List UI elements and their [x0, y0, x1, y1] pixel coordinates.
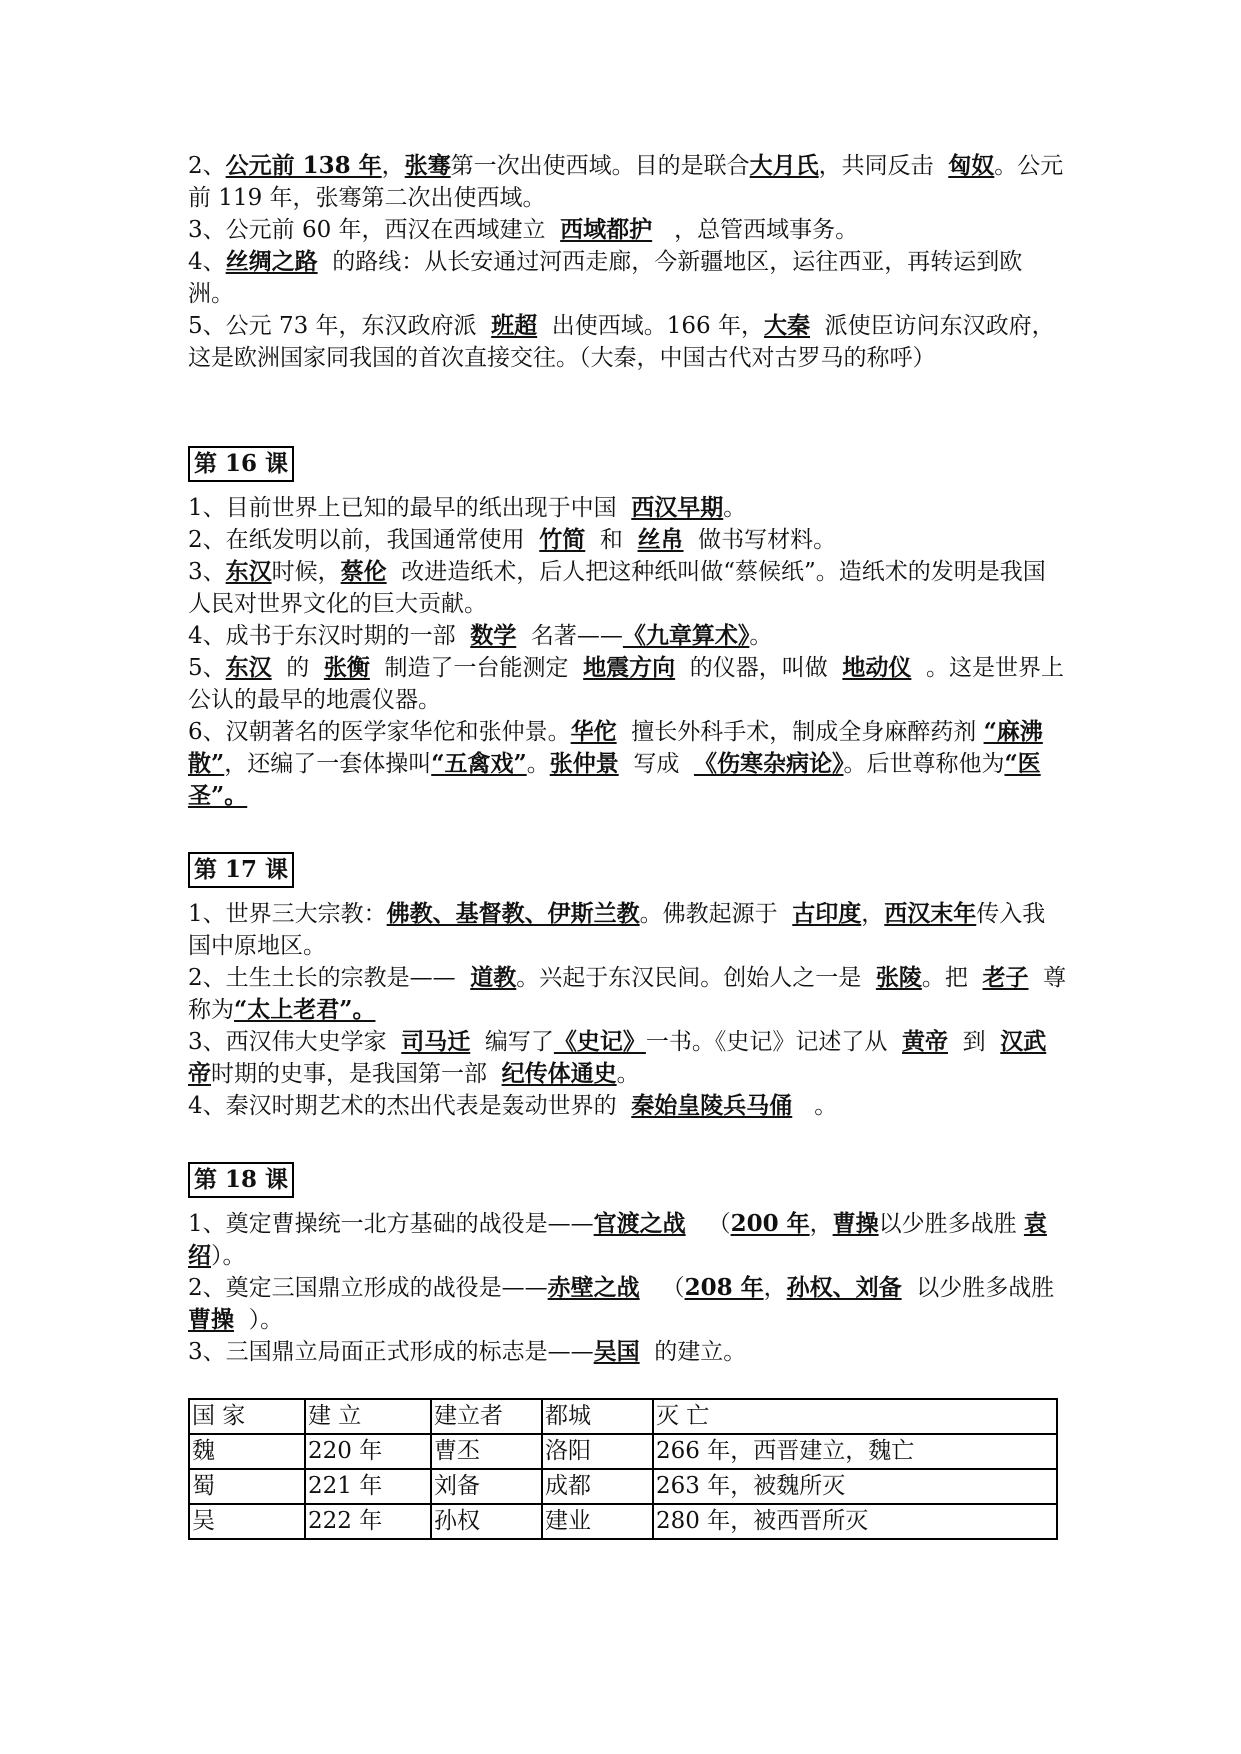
table-row — [189, 1504, 1057, 1539]
text: 2、在纸发明以前，我国通常使用 — [188, 527, 525, 553]
key-term: “五禽戏” — [431, 750, 527, 777]
text: 。这是世界上公认的最早的地震仪器。 — [188, 655, 1065, 713]
table-cell: 266 年，西晋建立，魏亡 — [653, 1434, 1057, 1469]
table-cell: 孙权 — [431, 1504, 542, 1539]
text: 5、公元 73 年，东汉政府派 — [188, 313, 477, 339]
key-term: 佛教、基督教、伊斯兰教 — [386, 900, 640, 927]
lesson-heading: 第 18 课 — [188, 1162, 294, 1198]
paragraph — [188, 524, 1068, 556]
key-term: 西汉早期 — [631, 494, 724, 521]
text: 时期的史事，是我国第一部 — [211, 1061, 487, 1087]
table-header-row — [189, 1399, 1057, 1434]
key-term: 大秦 — [764, 312, 810, 339]
text: ， — [809, 1211, 833, 1237]
text: 4、 — [188, 249, 226, 275]
text: 。 — [723, 495, 747, 521]
text: 2、 — [188, 153, 226, 179]
key-term: 汉武帝 — [188, 1028, 1047, 1087]
paragraph — [188, 962, 1068, 1026]
key-term: 数学 — [470, 622, 517, 649]
text: 做书写材料。 — [698, 527, 837, 553]
table-cell: 280 年，被西晋所灭 — [653, 1504, 1057, 1539]
table-cell: 魏 — [189, 1434, 305, 1469]
text: 时候， — [271, 559, 341, 585]
key-term: 张仲景 — [549, 750, 619, 777]
text: ， — [861, 901, 885, 927]
key-term: 袁绍 — [188, 1210, 1047, 1269]
key-term: 曹操 — [832, 1210, 879, 1237]
text: 。后世尊称他为 — [843, 751, 1005, 777]
text: 3、 — [188, 559, 226, 585]
column-header: 灭 亡 — [653, 1399, 1057, 1434]
text: 2、奠定三国鼎立形成的战役是—— — [188, 1275, 548, 1301]
key-term: 古印度 — [792, 900, 862, 927]
text: 改进造纸术，后人把这种纸叫做“蔡候纸”。造纸术的发明是我国人民对世界文化的巨大贡献。 — [188, 559, 1046, 617]
key-term: 丝帛 — [637, 526, 684, 553]
text: ）。 — [248, 1307, 284, 1333]
paragraph — [188, 150, 1068, 214]
key-term: 张陵 — [875, 964, 922, 991]
paragraph — [188, 310, 1068, 374]
text: 名著—— — [530, 623, 623, 649]
key-term: 竹简 — [539, 526, 586, 553]
text: ， — [763, 1275, 787, 1301]
key-term: 西汉末年 — [884, 900, 977, 927]
text: 。 — [616, 1061, 640, 1087]
text: ）。 — [211, 1243, 246, 1269]
text: ，总管西域事务。 — [674, 217, 859, 243]
paragraph — [188, 1026, 1068, 1090]
lesson-heading: 第 16 课 — [188, 446, 294, 482]
paragraph — [188, 1090, 1068, 1122]
key-term: 东汉 — [225, 558, 272, 585]
paragraph — [188, 1208, 1068, 1272]
text: 1、目前世界上已知的最早的纸出现于中国 — [188, 495, 617, 521]
key-term: 《九章算术》 — [622, 622, 750, 649]
key-term: 吴国 — [593, 1338, 640, 1365]
key-term: 华佗 — [570, 718, 617, 745]
table-cell: 263 年，被魏所灭 — [653, 1469, 1057, 1504]
text: （ — [707, 1211, 731, 1237]
text: 出使西域。166 年， — [551, 313, 764, 339]
key-term: “医圣”。 — [188, 750, 1041, 809]
text: 写成 — [633, 751, 680, 777]
text: 。 — [526, 751, 550, 777]
key-term: 东汉 — [225, 654, 272, 681]
table-cell: 蜀 — [189, 1469, 305, 1504]
key-term: 道教 — [470, 964, 517, 991]
column-header: 国 家 — [189, 1399, 305, 1434]
text: 的 — [286, 655, 310, 681]
text: ，共同反击 — [818, 153, 934, 179]
text: 。 — [749, 623, 773, 649]
table-row — [189, 1434, 1057, 1469]
table-cell: 222 年 — [305, 1504, 431, 1539]
text: 一书。《史记》记述了从 — [645, 1029, 888, 1055]
key-term: 200 年 — [730, 1210, 810, 1237]
text: （ — [661, 1275, 685, 1301]
text: ，还编了一套体操叫 — [224, 751, 432, 777]
text: 3、三国鼎立局面正式形成的标志是—— — [188, 1339, 594, 1365]
text: 1、奠定曹操统一北方基础的战役是—— — [188, 1211, 594, 1237]
text: 5、 — [188, 655, 226, 681]
document-page — [188, 150, 1068, 1540]
table-cell: 洛阳 — [542, 1434, 653, 1469]
text: 第一次出使西域。目的是联合 — [450, 153, 750, 179]
text: 制造了一台能测定 — [384, 655, 569, 681]
table-cell: 220 年 — [305, 1434, 431, 1469]
paragraph — [188, 556, 1068, 620]
key-term: 班超 — [491, 312, 538, 339]
lesson-heading: 第 17 课 — [188, 852, 294, 888]
table-cell: 成都 — [542, 1469, 653, 1504]
table-cell: 建业 — [542, 1504, 653, 1539]
key-term: 张骞 — [404, 152, 451, 179]
text: 传入我国中原地区。 — [188, 901, 1046, 959]
key-term: 公元前 138 年 — [225, 152, 382, 179]
text: 尊称为 — [188, 965, 1067, 1023]
text: 。把 — [921, 965, 968, 991]
text: 的建立。 — [654, 1339, 747, 1365]
text: 。兴起于东汉民间。创始人之一是 — [516, 965, 862, 991]
text: 4、秦汉时期艺术的杰出代表是轰动世界的 — [188, 1093, 617, 1119]
key-term: 匈奴 — [948, 152, 995, 179]
key-term: 《伤寒杂病论》 — [693, 750, 844, 777]
key-term: 司马迁 — [401, 1028, 471, 1055]
key-term: 纪传体通史 — [501, 1060, 617, 1087]
paragraph — [188, 214, 1068, 246]
paragraph — [188, 1336, 1068, 1368]
key-term: 208 年 — [684, 1274, 764, 1301]
paragraph — [188, 652, 1068, 716]
key-term: 秦始皇陵兵马俑 — [631, 1092, 793, 1119]
key-term: 曹操 — [188, 1306, 234, 1333]
table-row — [189, 1469, 1057, 1504]
text: ， — [381, 153, 405, 179]
text: 。佛教起源于 — [639, 901, 778, 927]
paragraph — [188, 246, 1068, 310]
column-header: 建 立 — [305, 1399, 431, 1434]
key-term: 《史记》 — [553, 1028, 646, 1055]
key-term: 孙权、刘备 — [786, 1274, 902, 1301]
paragraph — [188, 620, 1068, 652]
key-term: 地动仪 — [842, 654, 912, 681]
text: 1、世界三大宗教： — [188, 901, 387, 927]
key-term: 西域都护 — [560, 216, 653, 243]
paragraph — [188, 898, 1068, 962]
text: 和 — [599, 527, 623, 553]
paragraph — [188, 492, 1068, 524]
table-cell: 刘备 — [431, 1469, 542, 1504]
text: 到 — [962, 1029, 986, 1055]
key-term: 黄帝 — [902, 1028, 949, 1055]
key-term: 地震方向 — [583, 654, 676, 681]
key-term: “麻沸散” — [188, 718, 1043, 777]
key-term: 老子 — [982, 964, 1029, 991]
text: 以少胜多战胜 — [916, 1275, 1055, 1301]
key-term: 丝绸之路 — [225, 248, 318, 275]
paragraph — [188, 1272, 1068, 1336]
key-term: 蔡伦 — [340, 558, 387, 585]
text: 6、汉朝著名的医学家华佗和张仲景。 — [188, 719, 571, 745]
table-cell: 221 年 — [305, 1469, 431, 1504]
text: 编写了 — [484, 1029, 554, 1055]
text: 4、成书于东汉时期的一部 — [188, 623, 456, 649]
column-header: 都城 — [542, 1399, 653, 1434]
key-term: 大月氏 — [749, 152, 819, 179]
text: 擅长外科手术，制成全身麻醉药剂 — [631, 719, 977, 745]
column-header: 建立者 — [431, 1399, 542, 1434]
text: 的仪器，叫做 — [689, 655, 828, 681]
text: 。公元前 119 年，张骞第二次出使西域。 — [188, 153, 1064, 211]
text: 的路线：从长安通过河西走廊，今新疆地区，运往西亚，再转运到欧洲。 — [188, 249, 1023, 307]
table-cell: 曹丕 — [431, 1434, 542, 1469]
text: 。 — [814, 1093, 838, 1119]
text: 3、公元前 60 年，西汉在西域建立 — [188, 217, 546, 243]
key-term: 张衡 — [323, 654, 370, 681]
table-cell: 吴 — [189, 1504, 305, 1539]
key-term: “太上老君”。 — [234, 996, 376, 1023]
three-kingdoms-table — [188, 1398, 1058, 1540]
text: 3、西汉伟大史学家 — [188, 1029, 387, 1055]
key-term: 赤壁之战 — [547, 1274, 640, 1301]
paragraph — [188, 716, 1068, 812]
text: 以少胜多战胜 — [878, 1211, 1017, 1237]
key-term: 官渡之战 — [593, 1210, 686, 1237]
text: 2、土生土长的宗教是—— — [188, 965, 456, 991]
text: 派使臣访问东汉政府，这是欧洲国家同我国的首次直接交往。（大秦，中国古代对古罗马的称呼） — [188, 313, 1055, 371]
